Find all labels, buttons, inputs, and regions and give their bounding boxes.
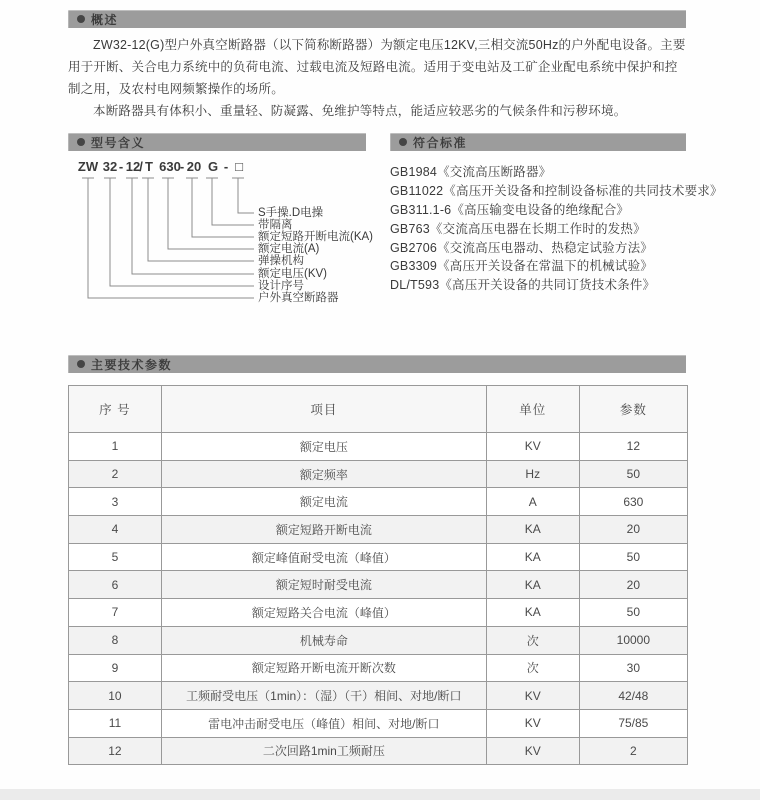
section-header-parameters [68, 355, 686, 373]
overview-paragraph: 本断路器具有体积小、重量轻、防凝露、免维护等特点，能适应较恶劣的气候条件和污秽环境。 [93, 104, 627, 118]
cell-unit: KA [486, 516, 579, 544]
bullet-icon [399, 138, 407, 146]
standard-item: GB311.1-6《高压输变电设备的绝缘配合》 [390, 202, 630, 217]
cell-item: 额定短路开断电流 [161, 516, 486, 544]
cell-seq: 7 [69, 599, 162, 627]
page-bottom-band [0, 789, 760, 800]
cell-unit: A [486, 488, 579, 516]
model-label: 户外真空断路器 [258, 292, 339, 304]
model-code-segment: 20 [186, 159, 202, 174]
cell-unit: KA [486, 599, 579, 627]
header-value: 参数 [579, 386, 687, 433]
model-label: 带隔离 [258, 219, 293, 231]
model-code-segment: T [145, 159, 153, 174]
section-header-overview [68, 10, 686, 28]
cell-seq: 11 [69, 709, 162, 737]
cell-seq: 6 [69, 571, 162, 599]
cell-item: 额定短路关合电流（峰值） [161, 599, 486, 627]
model-code-segment: 12 [125, 159, 141, 174]
model-code-connector-lines [80, 177, 265, 307]
cell-unit: 次 [486, 654, 579, 682]
standards-title: 符合标准 [413, 135, 468, 150]
bullet-icon [77, 138, 85, 146]
cell-item: 二次回路1min工频耐压 [161, 737, 486, 765]
table-row [69, 543, 688, 571]
standard-item: DL/T593《高压开关设备的共同订货技术条件》 [390, 278, 656, 293]
cell-seq: 12 [69, 737, 162, 765]
standard-item: GB3309《高压开关设备在常温下的机械试验》 [390, 259, 653, 274]
model-code-segment: - [179, 159, 185, 174]
cell-seq: 3 [69, 488, 162, 516]
cell-item: 额定峰值耐受电流（峰值） [161, 543, 486, 571]
cell-unit: KV [486, 433, 579, 461]
standards-list [390, 163, 723, 295]
cell-value: 20 [579, 516, 687, 544]
cell-item: 额定电压 [161, 433, 486, 461]
cell-seq: 4 [69, 516, 162, 544]
cell-item: 额定短时耐受电流 [161, 571, 486, 599]
model-code-segment: - [118, 159, 124, 174]
cell-item: 机械寿命 [161, 626, 486, 654]
section-header-standards [390, 133, 686, 151]
cell-value: 75/85 [579, 709, 687, 737]
cell-value: 630 [579, 488, 687, 516]
standard-item: GB2706《交流高压电器动、热稳定试验方法》 [390, 240, 653, 255]
cell-unit: Hz [486, 460, 579, 488]
overview-text [68, 34, 688, 122]
model-label: 额定电压(KV) [258, 268, 327, 280]
cell-seq: 2 [69, 460, 162, 488]
model-label: 设计序号 [258, 280, 304, 292]
table-row [69, 516, 688, 544]
model-meaning-title: 型号含义 [91, 135, 146, 150]
table-row [69, 433, 688, 461]
model-label: 弹操机构 [258, 255, 304, 267]
cell-value: 10000 [579, 626, 687, 654]
table-row [69, 571, 688, 599]
cell-unit: KV [486, 682, 579, 710]
bullet-icon [77, 360, 85, 368]
cell-value: 2 [579, 737, 687, 765]
model-code-segment: G [207, 159, 219, 174]
table-row [69, 488, 688, 516]
table-row [69, 654, 688, 682]
cell-value: 42/48 [579, 682, 687, 710]
model-code-segment: 630 [159, 159, 181, 174]
model-label: S手操.D电操 [258, 207, 324, 219]
model-code-segment: □ [235, 159, 243, 174]
cell-seq: 1 [69, 433, 162, 461]
cell-value: 50 [579, 460, 687, 488]
header-unit: 单位 [486, 386, 579, 433]
table-row [69, 737, 688, 765]
cell-value: 50 [579, 599, 687, 627]
cell-value: 12 [579, 433, 687, 461]
cell-seq: 8 [69, 626, 162, 654]
section-header-model-meaning [68, 133, 366, 151]
model-code-segment: - [223, 159, 229, 174]
table-row [69, 599, 688, 627]
cell-value: 50 [579, 543, 687, 571]
table-row [69, 682, 688, 710]
table-header-row [69, 386, 688, 433]
bullet-icon [77, 15, 85, 23]
overview-title: 概述 [91, 12, 119, 27]
cell-value: 20 [579, 571, 687, 599]
cell-value: 30 [579, 654, 687, 682]
table-row [69, 709, 688, 737]
cell-item: 雷电冲击耐受电压（峰值）相间、对地/断口 [161, 709, 486, 737]
standard-item: GB1984《交流高压断路器》 [390, 165, 552, 179]
standard-item: GB11022《高压开关设备和控制设备标准的共同技术要求》 [390, 183, 723, 198]
cell-item: 额定频率 [161, 460, 486, 488]
table-row [69, 626, 688, 654]
cell-seq: 10 [69, 682, 162, 710]
model-code-segment: / [139, 159, 143, 174]
cell-item: 工频耐受电压（1min）：（湿）（干）相间、对地/断口 [161, 682, 486, 710]
cell-unit: 次 [486, 626, 579, 654]
cell-unit: KV [486, 709, 579, 737]
overview-paragraph: ZW32-12(G)型户外真空断路器（以下简称断路器）为额定电压12KV,三相交流50Hz的户外配电设备。主要用于开断、关合电力系统中的负荷电流、过载电流及短路电流。适用于变电站及工矿企业配电系统中保护和控制之用，及农村电网频繁操作的场所。 [68, 38, 686, 96]
model-code-segment: ZW [77, 159, 99, 174]
model-code-segment: 32 [102, 159, 118, 174]
header-item: 项目 [161, 386, 486, 433]
standard-item: GB763《交流高压电器在长期工作时的发热》 [390, 221, 646, 236]
cell-unit: KV [486, 737, 579, 765]
cell-item: 额定电流 [161, 488, 486, 516]
cell-unit: KA [486, 543, 579, 571]
header-seq: 序 号 [69, 386, 162, 433]
parameters-title: 主要技术参数 [91, 357, 173, 372]
parameters-table [68, 385, 688, 765]
model-label: 额定电流(A) [258, 243, 320, 255]
model-label: 额定短路开断电流(KA) [258, 231, 373, 243]
cell-item: 额定短路开断电流开断次数 [161, 654, 486, 682]
cell-seq: 5 [69, 543, 162, 571]
cell-unit: KA [486, 571, 579, 599]
table-row [69, 460, 688, 488]
cell-seq: 9 [69, 654, 162, 682]
